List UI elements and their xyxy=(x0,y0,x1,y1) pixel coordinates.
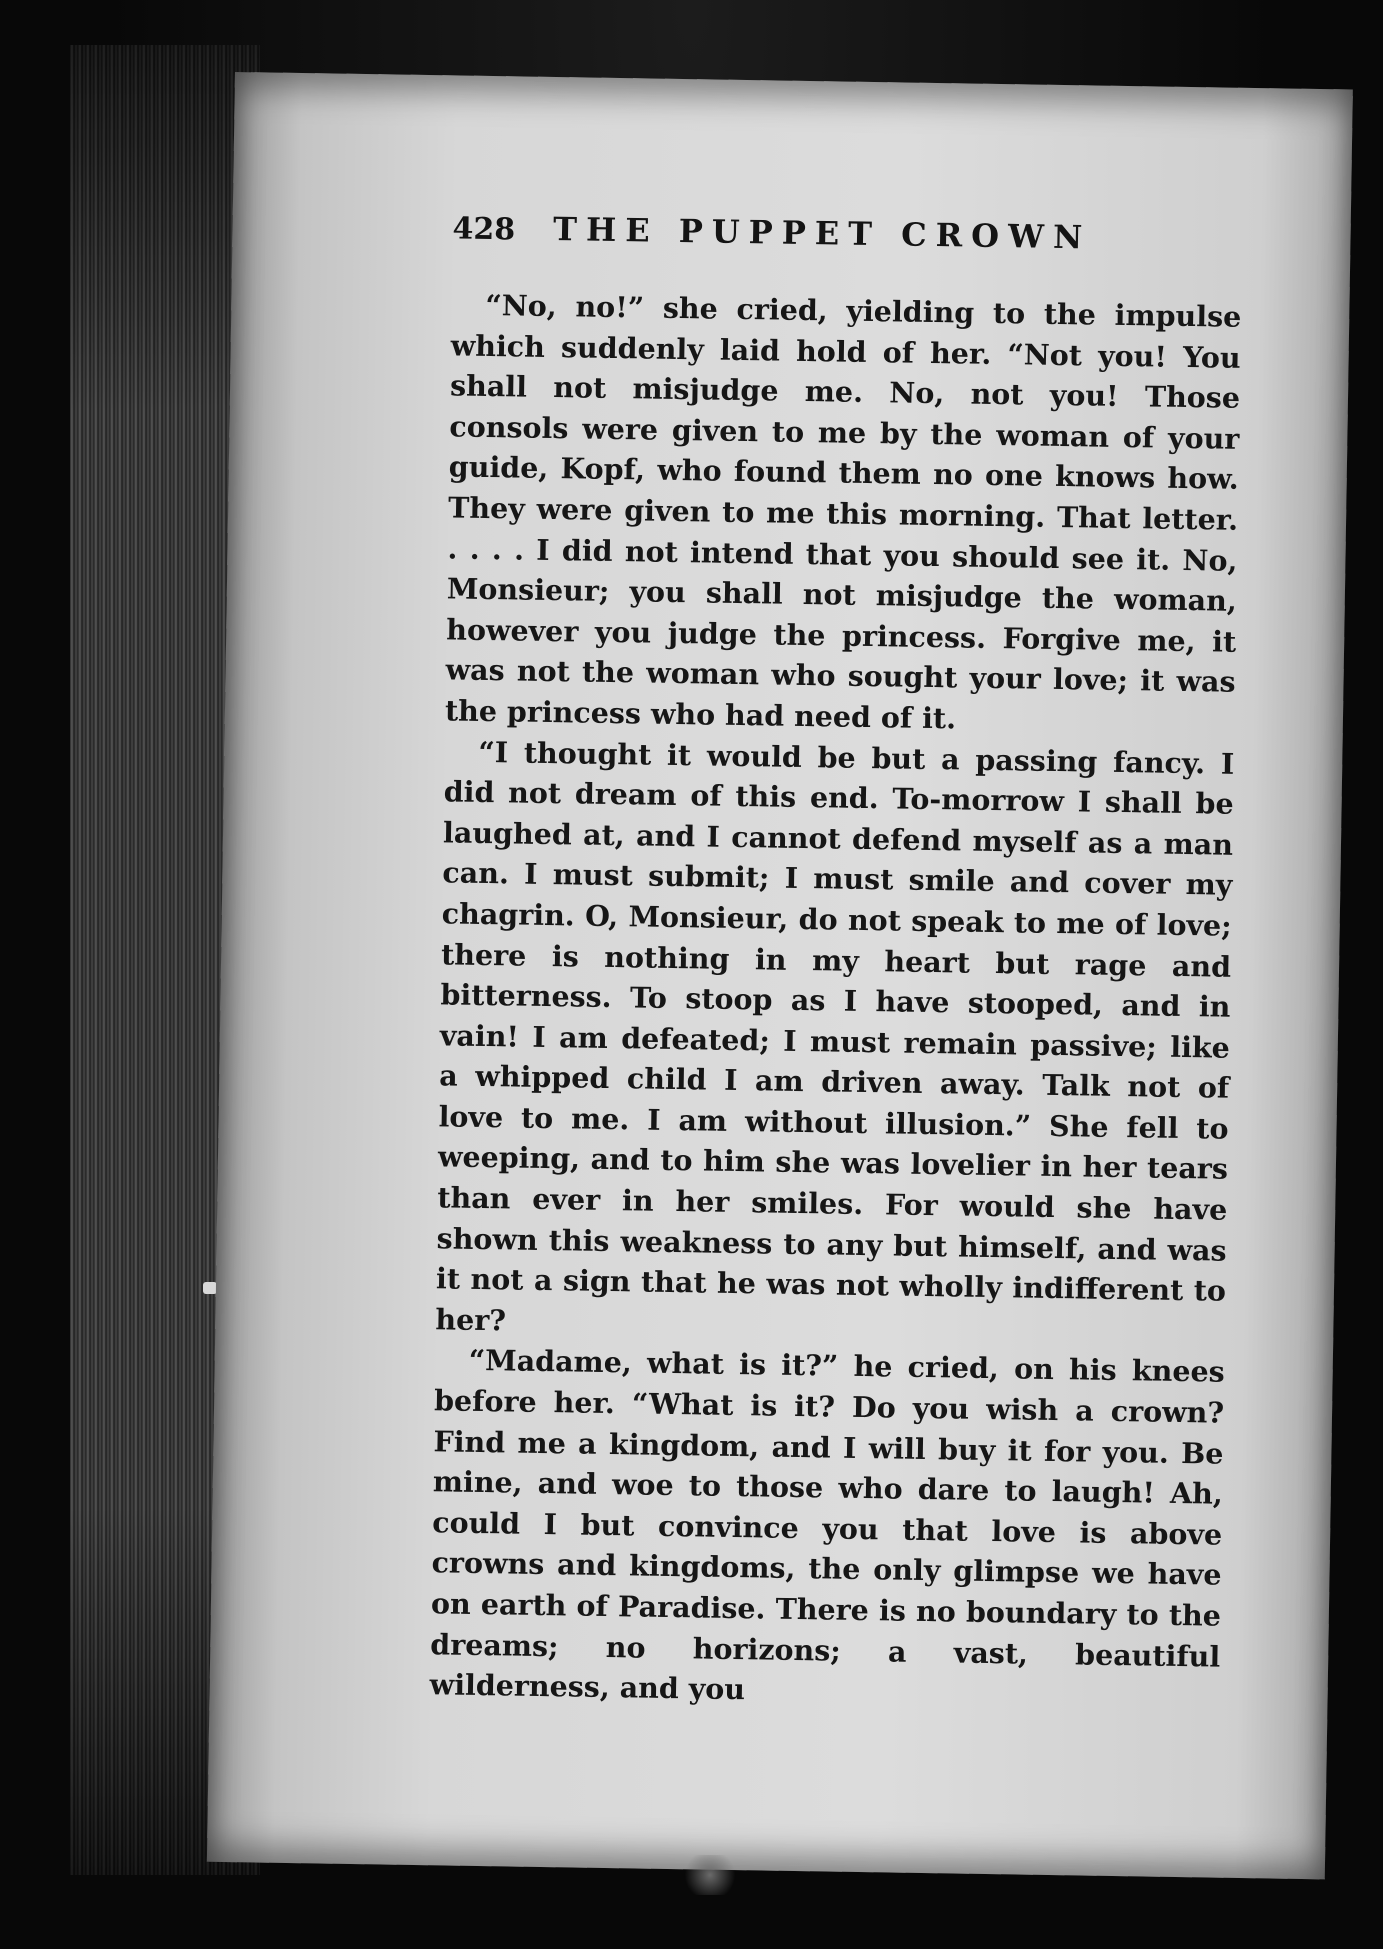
running-title: THE PUPPET CROWN xyxy=(552,210,1092,257)
body-text xyxy=(429,284,1241,1717)
page-number: 428 xyxy=(452,211,516,248)
paragraph-2: “I thought it would be but a passing fancy. I did not dream of this end. To-morrow I shall be laughed at, and I cannot defend myself as a man can. I must submit; I must smile and cover my chagrin. O, Monsieur, do not speak to me of love; there is nothing in my heart but rage and bitterness. To stoop as I have stooped, and in vain! I am defeated; I must remain passive; like a whipped child I am driven away. Talk not of love to me. I am without illusion.” She fell to weeping, and to him she was lovelier in her tears than ever in her smiles. For would she have shown this weakness to any but himself, and was it not a sign that he was not wholly indifferent to her? xyxy=(435,734,1235,1338)
page-content xyxy=(429,208,1242,1717)
running-head xyxy=(452,208,1242,258)
scan-smudge xyxy=(680,1855,740,1895)
paragraph-1: “No, no!” she cried, yielding to the impulse which suddenly laid hold of her. “Not you! You shall not misjudge me. No, not you! Those consols were given to me by the woman of your guide, Kopf, who found them no one knows how. They were given to me this morning. That letter. . . . . I did not intend that you should see it. No, Monsieur; you shall not misjudge the woman, however you judge the princess. Forgive me, it was not the woman who sought your love; it was the princess who had need of it. xyxy=(444,287,1242,736)
book-page xyxy=(207,72,1353,1879)
paragraph-3: “Madame, what is it?” he cried, on his knees before her. “What is it? Do you wish a crown? Find me a kingdom, and I will buy it for you. Be mine, and woe to those who dare to laugh! Ah, could I but convince you that love is above crowns and kingdoms, the only glimpse we have on earth of Paradise. There is no boundary to the dreams; no horizons; a vast, beautiful wilderness, and you xyxy=(429,1343,1225,1707)
